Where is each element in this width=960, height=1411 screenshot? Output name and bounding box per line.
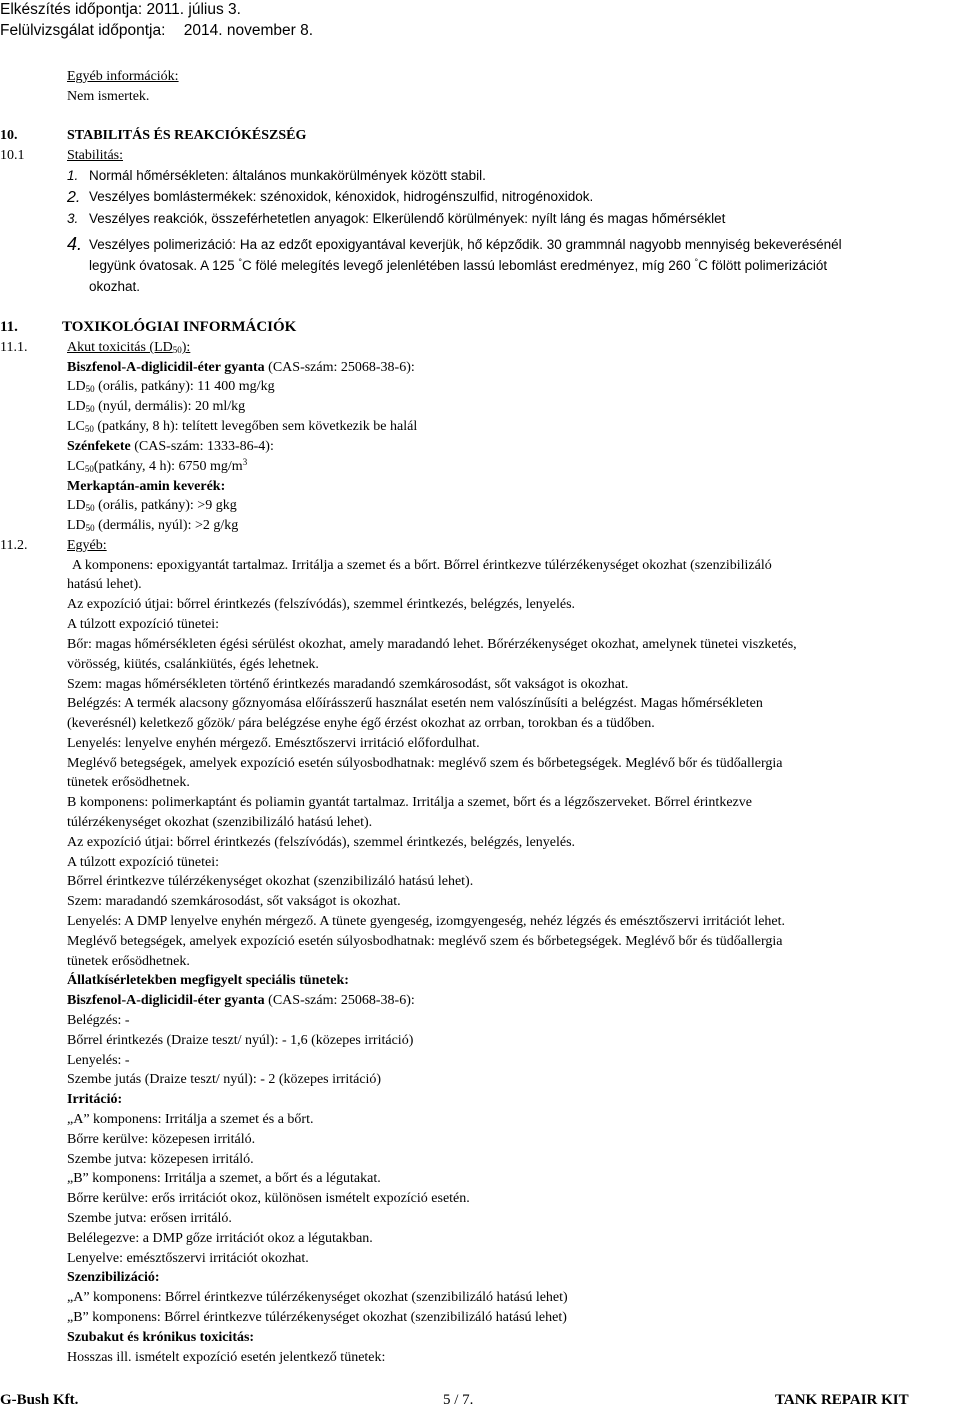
substance-name: Szénfekete [67,439,131,454]
irritation-line: „B” komponens: Irritálja a szemet, a bőrt és a légutakat. [67,1171,381,1186]
stability-item-2 [67,189,594,206]
ld50-rabbit-dermal: $LD_{50}$ (nyúl, dermális): 20 ml/kg [67,399,246,414]
body-line: (keverésnél) keletkező gőzök/ pára belégzése enyhe égő érzést okozhat az orrban, torokban és a tüdőben. [67,716,655,731]
body-line: Szem: magas hőmérsékleten történő érintkezés maradandó szemkárosodást, sőt vakságot is okozhat. [67,677,629,692]
revised-date-line [0,23,313,39]
body-line: Szem: maradandó szemkárosodást, sőt vakságot is okozhat. [67,894,401,909]
cas-number: (CAS-szám: 25068-38-6): [264,993,415,1008]
text: legyünk óvatosak. A 125 [89,258,235,273]
substance-name: Biszfenol-A-diglicidil-éter gyanta [67,360,265,375]
irritation-line: Lenyelve: emésztőszervi irritációt okozhat. [67,1251,309,1266]
lc50-carbon: $LC_{50}(patkány$, 4 h): 6750 $mg/m^3$ [67,457,248,474]
body-line: Meglévő betegségek, amelyek expozíció esetén súlyosbodhatnak: meglévő szem és bőrbetegségek. Meglévő bőr és tüdőallergia [67,756,783,771]
irritation-line: Belélegezve: a DMP gőze irritációt okoz a légutakban. [67,1231,373,1246]
item-text: Veszélyes bomlástermékek: szénoxidok, kénoxidok, hidrogénszulfid, nitrogénoxidok. [89,189,594,204]
body-line: Bőr: magas hőmérsékleten égési sérülést okozhat, amely maradandó lehet. Bőrérzékenységet okozhat, amelynek tünetei viszketés, [67,637,797,652]
animal-bisphenol-heading [67,994,415,1008]
irritation-line: Bőrre kerülve: erős irritációt okoz, különösen ismételt expozíció esetén. [67,1191,470,1206]
stability-item-3 [67,211,726,226]
animal-tests-title: Állatkísérletekben megfigyelt speciális tünetek: [67,973,349,988]
subacute-text: Hosszas ill. ismételt expozíció esetén jelentkező tünetek: [67,1350,386,1365]
subsection-number: 10.1 [0,148,25,163]
body-line: túlérzékenységet okozhat (szenzibilizáló hatású lehet). [67,815,373,830]
sensitization-line: „B” komponens: Bőrrel érintkezve túlérzékenységet okozhat (szenzibilizáló hatású lehet) [67,1310,567,1325]
irritation-line: „A” komponens: Irritálja a szemet és a bőrt. [67,1112,314,1127]
irritation-line: Szembe jutva: erősen irritáló. [67,1211,232,1226]
footer-page-number: 5 / 7. [443,1392,474,1408]
sensitization-title: Szenzibilizáció: [67,1270,160,1285]
body-line: tünetek erősödhetnek. [67,954,190,969]
irritation-line: Szembe jutva: közepesen irritáló. [67,1152,254,1167]
animal-line: Szembe jutás (Draize teszt/ nyúl): - 2 (közepes irritáció) [67,1072,382,1087]
irritation-title: Irritáció: [67,1092,123,1107]
item-number: 2. [67,189,81,206]
lc50-rat: $LC_{50}$ (patkány, 8 h): telített levegőben sem következik be halál [67,419,418,434]
ld50-mercaptan-oral: $LD_{50}$ (orális, patkány): >9 gkg [67,498,237,513]
text: ): [181,340,191,355]
subacute-title: Szubakut és krónikus toxicitás: [67,1330,255,1345]
body-line: hatású lehet). [67,577,142,592]
body-line: Belégzés: A termék alacsony gőznyomása előírásszerű használat esetén nem valószínűsíti a belégzést. Magas hőmérsékleten [67,696,763,711]
footer-company: G-Bush Kft. [0,1392,79,1408]
item-text: Veszélyes reakciók, összeférhetetlen anyagok: Elkerülendő körülmények: nyílt láng és magas hőmérséklet [89,211,726,226]
cas-number: (CAS-szám: 1333-86-4): [130,439,274,454]
cas-number: (CAS-szám: 25068-38-6): [264,360,415,375]
irritation-line: Bőrre kerülve: közepesen irritáló. [67,1132,256,1147]
degree-sign: ° [694,257,699,267]
body-line: Meglévő betegségek, amelyek expozíció esetén súlyosbodhatnak: meglévő szem és bőrbetegségek. Meglévő bőr és tüdőallergia [67,934,783,949]
body-line: Az expozíció útjai: bőrrel érintkezés (felszívódás), szemmel érintkezés, belégzés, lenyelés. [67,835,576,850]
subsection-title: Stabilitás: [67,148,123,163]
mercaptan-heading: Merkaptán-amin keverék: [67,479,226,494]
substance-name: Biszfenol-A-diglicidil-éter gyanta [67,993,265,1008]
item-number: 4. [67,234,83,254]
other-info-title: Egyéb információk: [67,69,179,84]
section-title: STABILITÁS ÉS REAKCIÓKÉSZSÉG [67,128,307,143]
body-line: vörösség, kiütés, csalánkiütés, égés lehetnek. [67,657,319,672]
bisphenol-heading [67,361,415,375]
body-line: Az expozíció útjai: bőrrel érintkezés (felszívódás), szemmel érintkezés, belégzés, lenyelés. [67,597,576,612]
section-11-heading [0,319,297,335]
body-line: A túlzott expozíció tünetei: [67,855,220,870]
text: C fölött polimerizációt [698,258,828,273]
item-number: 1. [67,168,79,183]
animal-line: Lenyelés: - [67,1053,130,1068]
section-number: 11. [0,319,18,335]
body-line: Bőrrel érintkezve túlérzékenységet okozhat (szenzibilizáló hatású lehet). [67,874,474,889]
revised-label: Felülvizsgálat időpontja: [0,22,166,39]
body-line: Lenyelés: A DMP lenyelve enyhén mérgező. A tünete gyengeség, izomgyengeség, nehéz légzés és emésztőszervi irritációt lehet. [67,914,786,929]
text: C fölé melegítés levegő jelenlétében lassú lebomlást eredményez, míg 260 [241,258,691,273]
created-date: Elkészítés időpontja: 2011. július 3. [0,1,241,18]
body-line: Lenyelés: lenyelve enyhén mérgező. Emésztőszervi irritáció előfordulhat. [67,736,480,751]
subsection-title [67,341,190,355]
subsection-11-2 [0,538,107,553]
ld50-oral-rat: $LD_{50}$ (orális, patkány): 11 400 mg/kg [67,379,275,394]
polymerization-line-3: okozhat. [89,279,141,294]
body-line: B komponens: polimerkaptánt és poliamin gyantát tartalmaz. Irritálja a szemet, bőrt és a légzőszerveket. Bőrrel érintkezve [67,795,752,810]
footer-product: TANK REPAIR KIT [775,1392,909,1408]
section-10-heading [0,128,307,143]
item-text: Veszélyes polimerizáció: Ha az edzőt epoxigyantával keverjük, hő képződik. 30 grammnál nagyobb mennyiség bekeverésénél [89,237,842,252]
carbon-black-heading [67,440,274,454]
body-line: tünetek erősödhetnek. [67,775,190,790]
stability-item-1 [67,168,486,183]
subsection-11-1 [0,340,191,355]
text: Akut toxicitás (LD [67,340,173,355]
section-title: TOXIKOLÓGIAI INFORMÁCIÓK [62,319,297,335]
body-line: A túlzott expozíció tünetei: [67,617,220,632]
section-number: 10. [0,128,18,143]
degree-sign: ° [238,257,242,267]
item-number: 3. [67,211,79,226]
body-line: A komponens: epoxigyantát tartalmaz. Irritálja a szemet és a bőrt. Bőrrel érintkezve túlérzékenységet okozhat (szenzibilizáló [72,558,772,573]
subsection-title: Egyéb: [67,538,107,553]
revised-date: 2014. november 8. [183,22,314,39]
polymerization-line-2 [89,259,960,273]
subsection-10-1 [0,148,123,163]
animal-line: Bőrrel érintkezés (Draize teszt/ nyúl): - 1,6 (közepes irritáció) [67,1033,414,1048]
animal-line: Belégzés: - [67,1013,130,1028]
subsection-number: 11.2. [0,538,28,553]
subsection-number: 11.1. [0,340,28,355]
other-info-text: Nem ismertek. [67,89,150,104]
ld50-mercaptan-dermal: $LD_{50}$ (dermális, nyúl): >2 g/kg [67,518,239,533]
item-text: Normál hőmérsékleten: általános munkakörülmények között stabil. [89,168,486,183]
sensitization-line: „A” komponens: Bőrrel érintkezve túlérzékenységet okozhat (szenzibilizáló hatású lehet) [67,1290,568,1305]
subscript: 50 [172,345,182,355]
